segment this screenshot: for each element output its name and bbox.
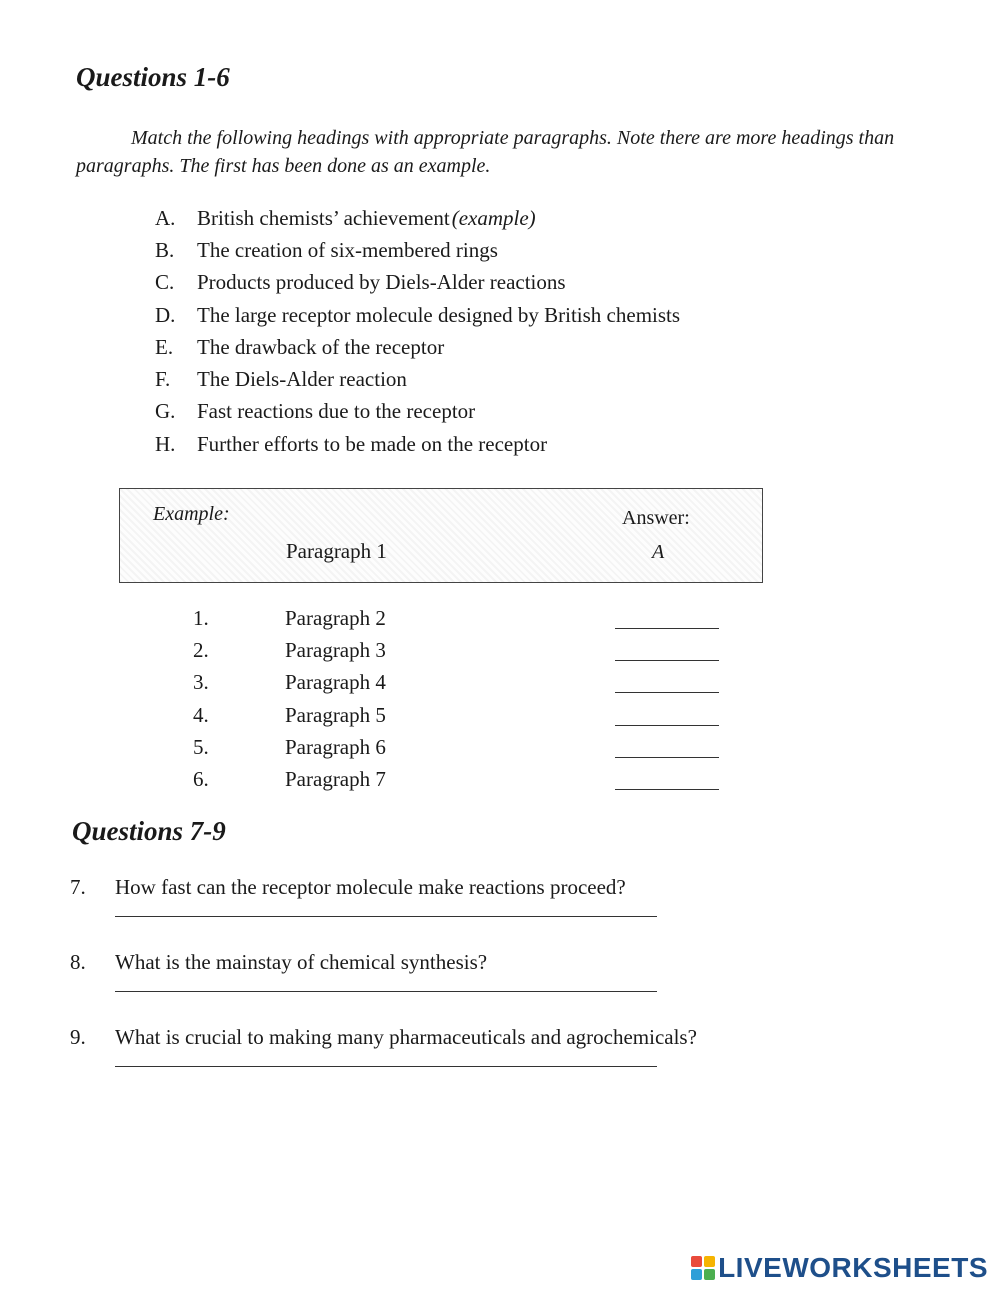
matching-row: 3. Paragraph 4	[193, 667, 719, 699]
heading-option: C. Products produced by Diels-Alder reactions	[155, 270, 566, 295]
matching-row: 2. Paragraph 3	[193, 634, 719, 666]
example-paragraph: Paragraph 1	[286, 539, 387, 563]
section-heading-1-6: Questions 1-6	[76, 62, 230, 92]
answer-blank[interactable]	[615, 705, 719, 726]
heading-option: F. The Diels-Alder reaction	[155, 367, 407, 392]
matching-row: 5. Paragraph 6	[193, 731, 719, 763]
heading-option: H. Further efforts to be made on the receptor	[155, 431, 548, 456]
section-heading-7-9: Questions 7-9	[72, 816, 226, 846]
example-answer-label: Answer:	[622, 507, 690, 529]
example-answer: A	[652, 541, 665, 563]
question-item: 8. What is the mainstay of chemical synthesis?	[70, 950, 697, 1025]
headings-list	[155, 202, 680, 460]
matching-list	[193, 602, 719, 796]
heading-option: A. British chemists’ achievement (example)	[155, 205, 536, 230]
answer-blank[interactable]	[615, 672, 719, 693]
heading-option: G. Fast reactions due to the receptor	[155, 399, 476, 424]
answer-line[interactable]	[115, 916, 657, 917]
instructions-text: Match the following headings with appropriate paragraphs. Note there are more headings than paragraphs. The first has been done as an example.	[76, 127, 895, 177]
example-box	[119, 488, 763, 583]
question-list	[70, 875, 697, 1100]
brand-name: LIVEWORKSHEETS	[718, 1252, 988, 1283]
liveworksheets-logo-icon	[690, 1255, 716, 1281]
heading-option: B. The creation of six-membered rings	[155, 237, 498, 262]
answer-blank[interactable]	[615, 608, 719, 629]
answer-line[interactable]	[115, 991, 657, 992]
example-label: Example:	[153, 503, 230, 525]
answer-line[interactable]	[115, 1066, 657, 1067]
question-item: 9. What is crucial to making many pharmaceuticals and agrochemicals?	[70, 1025, 697, 1100]
answer-blank[interactable]	[615, 640, 719, 661]
answer-blank[interactable]	[615, 737, 719, 758]
heading-option: D. The large receptor molecule designed by British chemists	[155, 302, 681, 327]
liveworksheets-brand	[690, 1252, 988, 1284]
matching-row: 6. Paragraph 7	[193, 763, 719, 795]
question-item: 7. How fast can the receptor molecule make reactions proceed?	[70, 875, 697, 950]
answer-blank[interactable]	[615, 769, 719, 790]
heading-option: E. The drawback of the receptor	[155, 334, 445, 359]
matching-row: 1. Paragraph 2	[193, 602, 719, 634]
matching-row: 4. Paragraph 5	[193, 699, 719, 731]
